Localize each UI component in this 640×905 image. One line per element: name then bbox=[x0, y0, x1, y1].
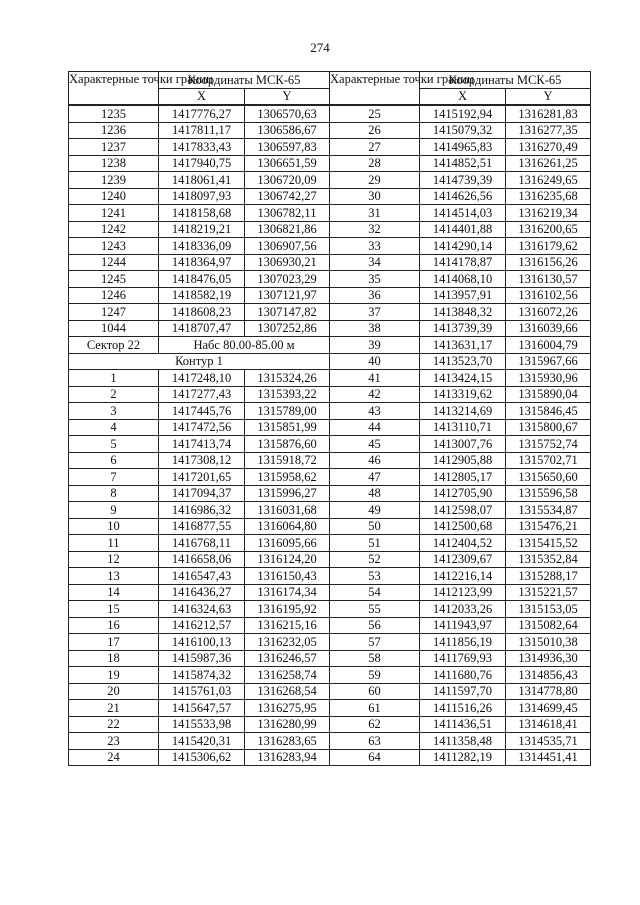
point-id: 22 bbox=[69, 716, 159, 733]
point-id: 1244 bbox=[69, 254, 159, 271]
table-row bbox=[69, 667, 591, 684]
coord-y: 1315851,99 bbox=[245, 419, 330, 436]
coord-x: 1418608,23 bbox=[159, 304, 245, 321]
coord-y: 1316174,34 bbox=[245, 584, 330, 601]
point-id: 21 bbox=[69, 700, 159, 717]
table-row bbox=[69, 254, 591, 271]
coord-x: 1411680,76 bbox=[420, 667, 506, 684]
point-id: 18 bbox=[69, 650, 159, 667]
coord-x: 1411358,48 bbox=[420, 733, 506, 750]
page-number: 274 bbox=[310, 40, 330, 55]
coord-x: 1418582,19 bbox=[159, 287, 245, 304]
coord-x: 1413424,15 bbox=[420, 370, 506, 387]
coord-x: 1413319,62 bbox=[420, 386, 506, 403]
point-id: 41 bbox=[330, 370, 420, 387]
point-id: 50 bbox=[330, 518, 420, 535]
coord-x: 1417248,10 bbox=[159, 370, 245, 387]
coord-y: 1315967,66 bbox=[506, 353, 591, 370]
point-id: 57 bbox=[330, 634, 420, 651]
coord-x: 1412598,07 bbox=[420, 502, 506, 519]
coord-y: 1314451,41 bbox=[506, 749, 591, 766]
point-id: 1239 bbox=[69, 172, 159, 189]
coord-x: 1412705,90 bbox=[420, 485, 506, 502]
coord-y: 1314618,41 bbox=[506, 716, 591, 733]
table-row bbox=[69, 370, 591, 387]
table-header bbox=[69, 72, 591, 106]
point-id: 32 bbox=[330, 221, 420, 238]
coord-y: 1316156,26 bbox=[506, 254, 591, 271]
point-id: 20 bbox=[69, 683, 159, 700]
coord-x: 1415079,32 bbox=[420, 122, 506, 139]
point-id: 30 bbox=[330, 188, 420, 205]
table-row bbox=[69, 518, 591, 535]
coord-y: 1314936,30 bbox=[506, 650, 591, 667]
point-id: 60 bbox=[330, 683, 420, 700]
coord-y: 1316215,16 bbox=[245, 617, 330, 634]
point-id: 9 bbox=[69, 502, 159, 519]
point-id: 19 bbox=[69, 667, 159, 684]
table-row bbox=[69, 452, 591, 469]
coord-y: 1306651,59 bbox=[245, 155, 330, 172]
coord-y: 1316249,65 bbox=[506, 172, 591, 189]
coord-x: 1413110,71 bbox=[420, 419, 506, 436]
point-id: 31 bbox=[330, 205, 420, 222]
point-id: 59 bbox=[330, 667, 420, 684]
point-id: 64 bbox=[330, 749, 420, 766]
coord-y: 1306821,86 bbox=[245, 221, 330, 238]
table-row bbox=[69, 700, 591, 717]
point-id: 40 bbox=[330, 353, 420, 370]
header-coords-left: Координаты МСК-65 bbox=[159, 72, 330, 89]
point-id: 49 bbox=[330, 502, 420, 519]
coord-x: 1417308,12 bbox=[159, 452, 245, 469]
coord-x: 1414852,51 bbox=[420, 155, 506, 172]
point-id: 16 bbox=[69, 617, 159, 634]
point-id: 14 bbox=[69, 584, 159, 601]
header-points-left: Характерные точки границ bbox=[69, 72, 159, 106]
point-id: 25 bbox=[330, 105, 420, 122]
coord-y: 1316039,66 bbox=[506, 320, 591, 337]
section-label: Контур 1 bbox=[69, 353, 330, 370]
coord-x: 1415533,98 bbox=[159, 716, 245, 733]
coord-x: 1413739,39 bbox=[420, 320, 506, 337]
coord-y: 1307252,86 bbox=[245, 320, 330, 337]
coord-y: 1316246,57 bbox=[245, 650, 330, 667]
point-id: 29 bbox=[330, 172, 420, 189]
coord-y: 1314699,45 bbox=[506, 700, 591, 717]
coord-y: 1306586,67 bbox=[245, 122, 330, 139]
coord-y: 1315153,05 bbox=[506, 601, 591, 618]
coord-y: 1315890,04 bbox=[506, 386, 591, 403]
coord-y: 1316200,65 bbox=[506, 221, 591, 238]
coord-x: 1413957,91 bbox=[420, 287, 506, 304]
point-id: 39 bbox=[330, 337, 420, 354]
coord-y: 1314535,71 bbox=[506, 733, 591, 750]
table-row bbox=[69, 551, 591, 568]
point-id: 1238 bbox=[69, 155, 159, 172]
point-id: 1044 bbox=[69, 320, 159, 337]
coord-y: 1316102,56 bbox=[506, 287, 591, 304]
coord-x: 1415192,94 bbox=[420, 105, 506, 122]
table-row bbox=[69, 617, 591, 634]
coord-y: 1315534,87 bbox=[506, 502, 591, 519]
point-id: 4 bbox=[69, 419, 159, 436]
coord-x: 1416100,13 bbox=[159, 634, 245, 651]
table-row bbox=[69, 337, 591, 354]
table-row bbox=[69, 172, 591, 189]
coord-y: 1316268,54 bbox=[245, 683, 330, 700]
coord-x: 1414068,10 bbox=[420, 271, 506, 288]
coord-y: 1316130,57 bbox=[506, 271, 591, 288]
table-row bbox=[69, 155, 591, 172]
point-id: 37 bbox=[330, 304, 420, 321]
point-id: 2 bbox=[69, 386, 159, 403]
coord-y: 1307023,29 bbox=[245, 271, 330, 288]
coord-y: 1316004,79 bbox=[506, 337, 591, 354]
coord-y: 1316235,68 bbox=[506, 188, 591, 205]
header-x-left: X bbox=[159, 88, 245, 105]
point-id: 23 bbox=[69, 733, 159, 750]
table-row bbox=[69, 205, 591, 222]
table-row bbox=[69, 419, 591, 436]
table-row bbox=[69, 436, 591, 453]
coord-y: 1306907,56 bbox=[245, 238, 330, 255]
point-id: 28 bbox=[330, 155, 420, 172]
point-id: 13 bbox=[69, 568, 159, 585]
coord-y: 1315789,00 bbox=[245, 403, 330, 420]
height-range: Набс 80.00-85.00 м bbox=[159, 337, 330, 354]
coord-x: 1411516,26 bbox=[420, 700, 506, 717]
point-id: 11 bbox=[69, 535, 159, 552]
coord-x: 1411943,97 bbox=[420, 617, 506, 634]
coord-y: 1316275,95 bbox=[245, 700, 330, 717]
coord-x: 1418476,05 bbox=[159, 271, 245, 288]
coord-x: 1414290,14 bbox=[420, 238, 506, 255]
coord-x: 1415987,36 bbox=[159, 650, 245, 667]
point-id: 43 bbox=[330, 403, 420, 420]
coord-y: 1315876,60 bbox=[245, 436, 330, 453]
point-id: 1241 bbox=[69, 205, 159, 222]
table-row bbox=[69, 139, 591, 156]
coord-x: 1412033,26 bbox=[420, 601, 506, 618]
coord-x: 1413214,69 bbox=[420, 403, 506, 420]
coord-x: 1413007,76 bbox=[420, 436, 506, 453]
table-row bbox=[69, 650, 591, 667]
table-body bbox=[69, 105, 591, 766]
point-id: 5 bbox=[69, 436, 159, 453]
point-id: 1245 bbox=[69, 271, 159, 288]
point-id: 54 bbox=[330, 584, 420, 601]
table-row bbox=[69, 221, 591, 238]
point-id: 52 bbox=[330, 551, 420, 568]
coord-y: 1315702,71 bbox=[506, 452, 591, 469]
coord-x: 1415306,62 bbox=[159, 749, 245, 766]
table-row bbox=[69, 568, 591, 585]
table-row bbox=[69, 271, 591, 288]
table-row bbox=[69, 584, 591, 601]
table-row bbox=[69, 469, 591, 486]
point-id: 1237 bbox=[69, 139, 159, 156]
coord-y: 1316261,25 bbox=[506, 155, 591, 172]
point-id: 1240 bbox=[69, 188, 159, 205]
table-row bbox=[69, 105, 591, 122]
point-id: 36 bbox=[330, 287, 420, 304]
coord-x: 1416212,57 bbox=[159, 617, 245, 634]
point-id: 51 bbox=[330, 535, 420, 552]
coord-y: 1315288,17 bbox=[506, 568, 591, 585]
coord-x: 1415874,32 bbox=[159, 667, 245, 684]
coord-x: 1411856,19 bbox=[420, 634, 506, 651]
coord-y: 1306782,11 bbox=[245, 205, 330, 222]
coord-y: 1307121,97 bbox=[245, 287, 330, 304]
coord-x: 1415761,03 bbox=[159, 683, 245, 700]
coord-x: 1414514,03 bbox=[420, 205, 506, 222]
table-row bbox=[69, 502, 591, 519]
coord-y: 1315846,45 bbox=[506, 403, 591, 420]
coord-x: 1416547,43 bbox=[159, 568, 245, 585]
table-row bbox=[69, 386, 591, 403]
coord-y: 1314856,43 bbox=[506, 667, 591, 684]
coord-y: 1315596,58 bbox=[506, 485, 591, 502]
table-row bbox=[69, 485, 591, 502]
point-id: 42 bbox=[330, 386, 420, 403]
coord-y: 1316283,94 bbox=[245, 749, 330, 766]
coord-x: 1417940,75 bbox=[159, 155, 245, 172]
point-id: 48 bbox=[330, 485, 420, 502]
point-id: 1247 bbox=[69, 304, 159, 321]
table-row bbox=[69, 238, 591, 255]
point-id: 1246 bbox=[69, 287, 159, 304]
point-id: 35 bbox=[330, 271, 420, 288]
coord-x: 1413631,17 bbox=[420, 337, 506, 354]
point-id: 1236 bbox=[69, 122, 159, 139]
coord-x: 1411282,19 bbox=[420, 749, 506, 766]
coord-y: 1306742,27 bbox=[245, 188, 330, 205]
coord-y: 1316232,05 bbox=[245, 634, 330, 651]
point-id: 12 bbox=[69, 551, 159, 568]
coord-x: 1412905,88 bbox=[420, 452, 506, 469]
coord-x: 1412216,14 bbox=[420, 568, 506, 585]
coord-x: 1417277,43 bbox=[159, 386, 245, 403]
coord-x: 1416658,06 bbox=[159, 551, 245, 568]
coord-y: 1306720,09 bbox=[245, 172, 330, 189]
coord-x: 1416768,11 bbox=[159, 535, 245, 552]
coord-x: 1416877,55 bbox=[159, 518, 245, 535]
coord-x: 1417094,37 bbox=[159, 485, 245, 502]
point-id: 33 bbox=[330, 238, 420, 255]
coord-x: 1416324,63 bbox=[159, 601, 245, 618]
coordinates-table bbox=[68, 71, 591, 766]
coord-x: 1417472,56 bbox=[159, 419, 245, 436]
coord-x: 1418061,41 bbox=[159, 172, 245, 189]
coord-x: 1414965,83 bbox=[420, 139, 506, 156]
point-id: 44 bbox=[330, 419, 420, 436]
coord-x: 1418097,93 bbox=[159, 188, 245, 205]
coord-y: 1306570,63 bbox=[245, 105, 330, 122]
point-id: 53 bbox=[330, 568, 420, 585]
point-id: Сектор 22 bbox=[69, 337, 159, 354]
coord-x: 1417811,17 bbox=[159, 122, 245, 139]
coord-x: 1418364,97 bbox=[159, 254, 245, 271]
coord-x: 1414626,56 bbox=[420, 188, 506, 205]
coord-x: 1417201,65 bbox=[159, 469, 245, 486]
point-id: 61 bbox=[330, 700, 420, 717]
table-row bbox=[69, 733, 591, 750]
coord-x: 1415647,57 bbox=[159, 700, 245, 717]
point-id: 1242 bbox=[69, 221, 159, 238]
coord-x: 1416436,27 bbox=[159, 584, 245, 601]
header-coords-right: Координаты МСК-65 bbox=[420, 72, 591, 89]
coord-y: 1315752,74 bbox=[506, 436, 591, 453]
point-id: 45 bbox=[330, 436, 420, 453]
coord-x: 1414401,88 bbox=[420, 221, 506, 238]
point-id: 1 bbox=[69, 370, 159, 387]
table-row bbox=[69, 749, 591, 766]
point-id: 56 bbox=[330, 617, 420, 634]
coord-x: 1412123,99 bbox=[420, 584, 506, 601]
point-id: 1235 bbox=[69, 105, 159, 122]
coord-x: 1412309,67 bbox=[420, 551, 506, 568]
coord-y: 1315918,72 bbox=[245, 452, 330, 469]
coord-x: 1416986,32 bbox=[159, 502, 245, 519]
coord-y: 1316150,43 bbox=[245, 568, 330, 585]
coord-y: 1316270,49 bbox=[506, 139, 591, 156]
coord-y: 1315082,64 bbox=[506, 617, 591, 634]
table-row bbox=[69, 353, 591, 370]
coord-x: 1417776,27 bbox=[159, 105, 245, 122]
table-row bbox=[69, 634, 591, 651]
coord-y: 1316195,92 bbox=[245, 601, 330, 618]
coord-y: 1315476,21 bbox=[506, 518, 591, 535]
coord-x: 1412404,52 bbox=[420, 535, 506, 552]
coord-y: 1316277,35 bbox=[506, 122, 591, 139]
coord-x: 1418158,68 bbox=[159, 205, 245, 222]
table-row bbox=[69, 304, 591, 321]
coord-x: 1414178,87 bbox=[420, 254, 506, 271]
coord-x: 1413848,32 bbox=[420, 304, 506, 321]
table-row bbox=[69, 122, 591, 139]
coord-x: 1418336,09 bbox=[159, 238, 245, 255]
coord-y: 1316031,68 bbox=[245, 502, 330, 519]
header-y-right: Y bbox=[506, 88, 591, 105]
point-id: 10 bbox=[69, 518, 159, 535]
point-id: 27 bbox=[330, 139, 420, 156]
point-id: 26 bbox=[330, 122, 420, 139]
coord-y: 1314778,80 bbox=[506, 683, 591, 700]
point-id: 62 bbox=[330, 716, 420, 733]
point-id: 55 bbox=[330, 601, 420, 618]
point-id: 38 bbox=[330, 320, 420, 337]
coord-y: 1315010,38 bbox=[506, 634, 591, 651]
coord-x: 1417445,76 bbox=[159, 403, 245, 420]
point-id: 17 bbox=[69, 634, 159, 651]
coord-y: 1315415,52 bbox=[506, 535, 591, 552]
point-id: 63 bbox=[330, 733, 420, 750]
point-id: 15 bbox=[69, 601, 159, 618]
coord-y: 1315352,84 bbox=[506, 551, 591, 568]
coord-y: 1316280,99 bbox=[245, 716, 330, 733]
point-id: 46 bbox=[330, 452, 420, 469]
coord-y: 1307147,82 bbox=[245, 304, 330, 321]
table-row bbox=[69, 535, 591, 552]
coord-x: 1414739,39 bbox=[420, 172, 506, 189]
coord-y: 1315800,67 bbox=[506, 419, 591, 436]
table-row bbox=[69, 188, 591, 205]
table-row bbox=[69, 716, 591, 733]
point-id: 1243 bbox=[69, 238, 159, 255]
coord-y: 1316072,26 bbox=[506, 304, 591, 321]
point-id: 24 bbox=[69, 749, 159, 766]
coord-y: 1316281,83 bbox=[506, 105, 591, 122]
coord-x: 1412805,17 bbox=[420, 469, 506, 486]
coord-y: 1316258,74 bbox=[245, 667, 330, 684]
coord-y: 1315324,26 bbox=[245, 370, 330, 387]
header-points-right: Характерные точки границ bbox=[330, 72, 420, 106]
coord-y: 1306930,21 bbox=[245, 254, 330, 271]
coord-y: 1316283,65 bbox=[245, 733, 330, 750]
table-row bbox=[69, 287, 591, 304]
header-x-right: X bbox=[420, 88, 506, 105]
table-row bbox=[69, 320, 591, 337]
coord-x: 1418707,47 bbox=[159, 320, 245, 337]
coord-x: 1411769,93 bbox=[420, 650, 506, 667]
coord-x: 1417413,74 bbox=[159, 436, 245, 453]
point-id: 7 bbox=[69, 469, 159, 486]
table-row bbox=[69, 601, 591, 618]
coord-y: 1315996,27 bbox=[245, 485, 330, 502]
coord-y: 1316179,62 bbox=[506, 238, 591, 255]
coord-y: 1316064,80 bbox=[245, 518, 330, 535]
coord-y: 1315221,57 bbox=[506, 584, 591, 601]
coord-x: 1418219,21 bbox=[159, 221, 245, 238]
coord-y: 1315958,62 bbox=[245, 469, 330, 486]
point-id: 58 bbox=[330, 650, 420, 667]
point-id: 6 bbox=[69, 452, 159, 469]
coord-x: 1417833,43 bbox=[159, 139, 245, 156]
coord-y: 1316095,66 bbox=[245, 535, 330, 552]
coord-y: 1306597,83 bbox=[245, 139, 330, 156]
coord-x: 1411597,70 bbox=[420, 683, 506, 700]
table-row bbox=[69, 403, 591, 420]
point-id: 8 bbox=[69, 485, 159, 502]
coord-x: 1413523,70 bbox=[420, 353, 506, 370]
coord-x: 1415420,31 bbox=[159, 733, 245, 750]
header-y-left: Y bbox=[245, 88, 330, 105]
coord-y: 1315650,60 bbox=[506, 469, 591, 486]
point-id: 3 bbox=[69, 403, 159, 420]
table-row bbox=[69, 683, 591, 700]
coord-x: 1412500,68 bbox=[420, 518, 506, 535]
point-id: 34 bbox=[330, 254, 420, 271]
coord-y: 1315930,96 bbox=[506, 370, 591, 387]
point-id: 47 bbox=[330, 469, 420, 486]
coord-y: 1316219,34 bbox=[506, 205, 591, 222]
coord-x: 1411436,51 bbox=[420, 716, 506, 733]
coord-y: 1315393,22 bbox=[245, 386, 330, 403]
coord-y: 1316124,20 bbox=[245, 551, 330, 568]
